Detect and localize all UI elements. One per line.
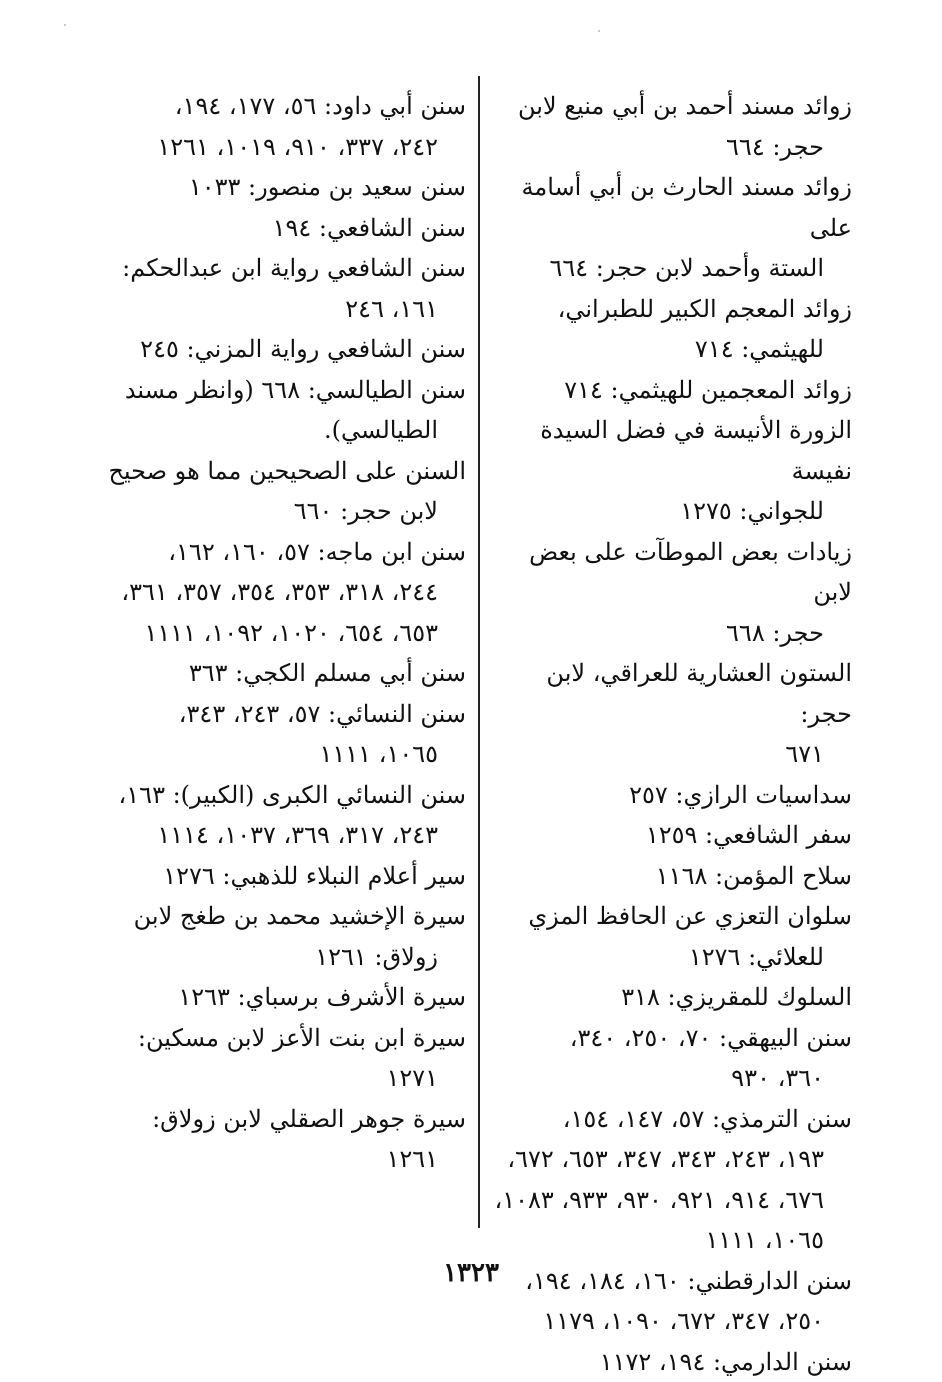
entry-heading: سيرة الأشرف برسباي: ١٢٦٣ — [100, 977, 466, 1018]
index-entry — [100, 248, 466, 329]
entry-heading: سداسيات الرازي: ٢٥٧ — [492, 775, 852, 816]
entry-heading: سنن الدارمي: ١٩٤، ١١٧٢ — [492, 1342, 852, 1382]
entry-heading: سنن النسائي الكبرى (الكبير): ١٦٣، — [100, 775, 466, 816]
entry-heading: سنن الدارقطني: ١٦٠، ١٨٤، ١٩٤، — [492, 1261, 852, 1302]
entry-heading: سير أعلام النبلاء للذهبي: ١٢٧٦ — [100, 856, 466, 897]
entry-continuation: للعلائي: ١٢٧٦ — [492, 937, 852, 978]
entry-heading: السلوك للمقريزي: ٣١٨ — [492, 977, 852, 1018]
entry-continuation: زولاق: ١٢٦١ — [100, 937, 466, 978]
entry-heading: السنن على الصحيحين مما هو صحيح — [100, 451, 466, 492]
index-entry — [492, 86, 852, 167]
entry-heading: سنن الشافعي رواية ابن عبدالحكم: — [100, 248, 466, 289]
column-divider — [478, 76, 480, 1228]
index-entry — [100, 329, 466, 370]
entry-heading: الزورة الأنيسة في فضل السيدة نفيسة — [492, 410, 852, 491]
index-entry — [100, 86, 466, 167]
index-entry — [100, 167, 466, 208]
index-entry — [492, 1018, 852, 1099]
index-entry — [100, 856, 466, 897]
entry-continuation: ٢٥٠، ٣٤٧، ٦٧٢، ١٠٩٠، ١١٧٩ — [492, 1301, 852, 1342]
index-entry — [492, 289, 852, 370]
index-entry — [492, 775, 852, 816]
index-entry — [100, 451, 466, 532]
entry-continuation: للهيثمي: ٧١٤ — [492, 329, 852, 370]
index-entry — [492, 370, 852, 411]
right-index-column — [492, 86, 852, 1382]
index-entry — [492, 977, 852, 1018]
entry-heading: سنن أبي داود: ٥٦، ١٧٧، ١٩٤، — [100, 86, 466, 127]
entry-continuation: ٢٤٣، ٣١٧، ٣٦٩، ١٠٣٧، ١١١٤ — [100, 815, 466, 856]
entry-heading: زوائد المعجم الكبير للطبراني، — [492, 289, 852, 330]
index-entry — [100, 896, 466, 977]
entry-heading: سنن الشافعي رواية المزني: ٢٤٥ — [100, 329, 466, 370]
index-entry — [100, 1018, 466, 1099]
index-entry — [492, 896, 852, 977]
index-entry — [492, 1342, 852, 1382]
entry-heading: سيرة ابن بنت الأعز لابن مسكين: — [100, 1018, 466, 1059]
entry-heading: زوائد مسند أحمد بن أبي منيع لابن — [492, 86, 852, 127]
entry-heading: زيادات بعض الموطآت على بعض لابن — [492, 532, 852, 613]
entry-heading: سنن أبي مسلم الكجي: ٣٦٣ — [100, 653, 466, 694]
entry-heading: سنن النسائي: ٥٧، ٢٤٣، ٣٤٣، — [100, 694, 466, 735]
entry-continuation: ٢٤٤، ٣١٨، ٣٥٣، ٣٥٤، ٣٥٧، ٣٦١، ٦٥٣، ٦٥٤، ١٠٢٠، ١٠٩٢، ١١١١ — [100, 572, 466, 653]
index-entry — [100, 370, 466, 451]
entry-heading: سنن سعيد بن منصور: ١٠٣٣ — [100, 167, 466, 208]
index-entry — [492, 856, 852, 897]
entry-continuation: حجر: ٦٦٤ — [492, 127, 852, 168]
index-entry — [100, 1099, 466, 1180]
left-index-column — [100, 86, 466, 1180]
entry-continuation: ١٦١، ٢٤٦ — [100, 289, 466, 330]
index-entry — [492, 815, 852, 856]
entry-continuation: ١٢٦١ — [100, 1139, 466, 1180]
entry-heading: سنن البيهقي: ٧٠، ٢٥٠، ٣٤٠، — [492, 1018, 852, 1059]
entry-heading: سنن الطيالسي: ٦٦٨ (وانظر مسند — [100, 370, 466, 411]
entry-heading: سنن ابن ماجه: ٥٧، ١٦٠، ١٦٢، — [100, 532, 466, 573]
entry-continuation: للجواني: ١٢٧٥ — [492, 491, 852, 532]
index-entry — [492, 532, 852, 654]
entry-heading: سيرة جوهر الصقلي لابن زولاق: — [100, 1099, 466, 1140]
entry-continuation: الستة وأحمد لابن حجر: ٦٦٤ — [492, 248, 852, 289]
paper-speck — [598, 30, 600, 32]
entry-heading: سلاح المؤمن: ١١٦٨ — [492, 856, 852, 897]
entry-continuation: ١٠٦٥، ١١١١ — [100, 734, 466, 775]
entry-heading: زوائد مسند الحارث بن أبي أسامة على — [492, 167, 852, 248]
entry-heading: الستون العشارية للعراقي، لابن حجر: — [492, 653, 852, 734]
index-entry — [492, 653, 852, 775]
index-entry — [100, 208, 466, 249]
entry-continuation: ٦٧١ — [492, 734, 852, 775]
entry-heading: سفر الشافعي: ١٢٥٩ — [492, 815, 852, 856]
entry-continuation: الطيالسي). — [100, 410, 466, 451]
entry-continuation: لابن حجر: ٦٦٠ — [100, 491, 466, 532]
entry-heading: سنن الترمذي: ٥٧، ١٤٧، ١٥٤، — [492, 1099, 852, 1140]
entry-continuation: حجر: ٦٦٨ — [492, 613, 852, 654]
index-entry — [492, 167, 852, 289]
entry-continuation: ١٢٧١ — [100, 1058, 466, 1099]
index-entry — [100, 653, 466, 694]
index-entry — [100, 977, 466, 1018]
entry-continuation: ٣٦٠، ٩٣٠ — [492, 1058, 852, 1099]
index-entry — [492, 410, 852, 532]
entry-heading: سنن الشافعي: ١٩٤ — [100, 208, 466, 249]
index-entry — [100, 694, 466, 775]
entry-continuation: ١٩٣، ٢٤٣، ٣٤٣، ٣٤٧، ٦٥٣، ٦٧٢، ٦٧٦، ٩١٤، ٩٢١، ٩٣٠، ٩٣٣، ١٠٨٣، ١٠٦٥، ١١١١ — [492, 1139, 852, 1261]
entry-continuation: ٢٤٢، ٣٣٧، ٩١٠، ١٠١٩، ١٢٦١ — [100, 127, 466, 168]
paper-speck — [64, 24, 66, 26]
index-entry — [100, 775, 466, 856]
index-entry — [100, 532, 466, 654]
entry-heading: سلوان التعزي عن الحافظ المزي — [492, 896, 852, 937]
entry-heading: زوائد المعجمين للهيثمي: ٧١٤ — [492, 370, 852, 411]
entry-heading: سيرة الإخشيد محمد بن طغج لابن — [100, 896, 466, 937]
page-number: ١٣٢٣ — [0, 1258, 942, 1288]
index-entry — [492, 1099, 852, 1261]
